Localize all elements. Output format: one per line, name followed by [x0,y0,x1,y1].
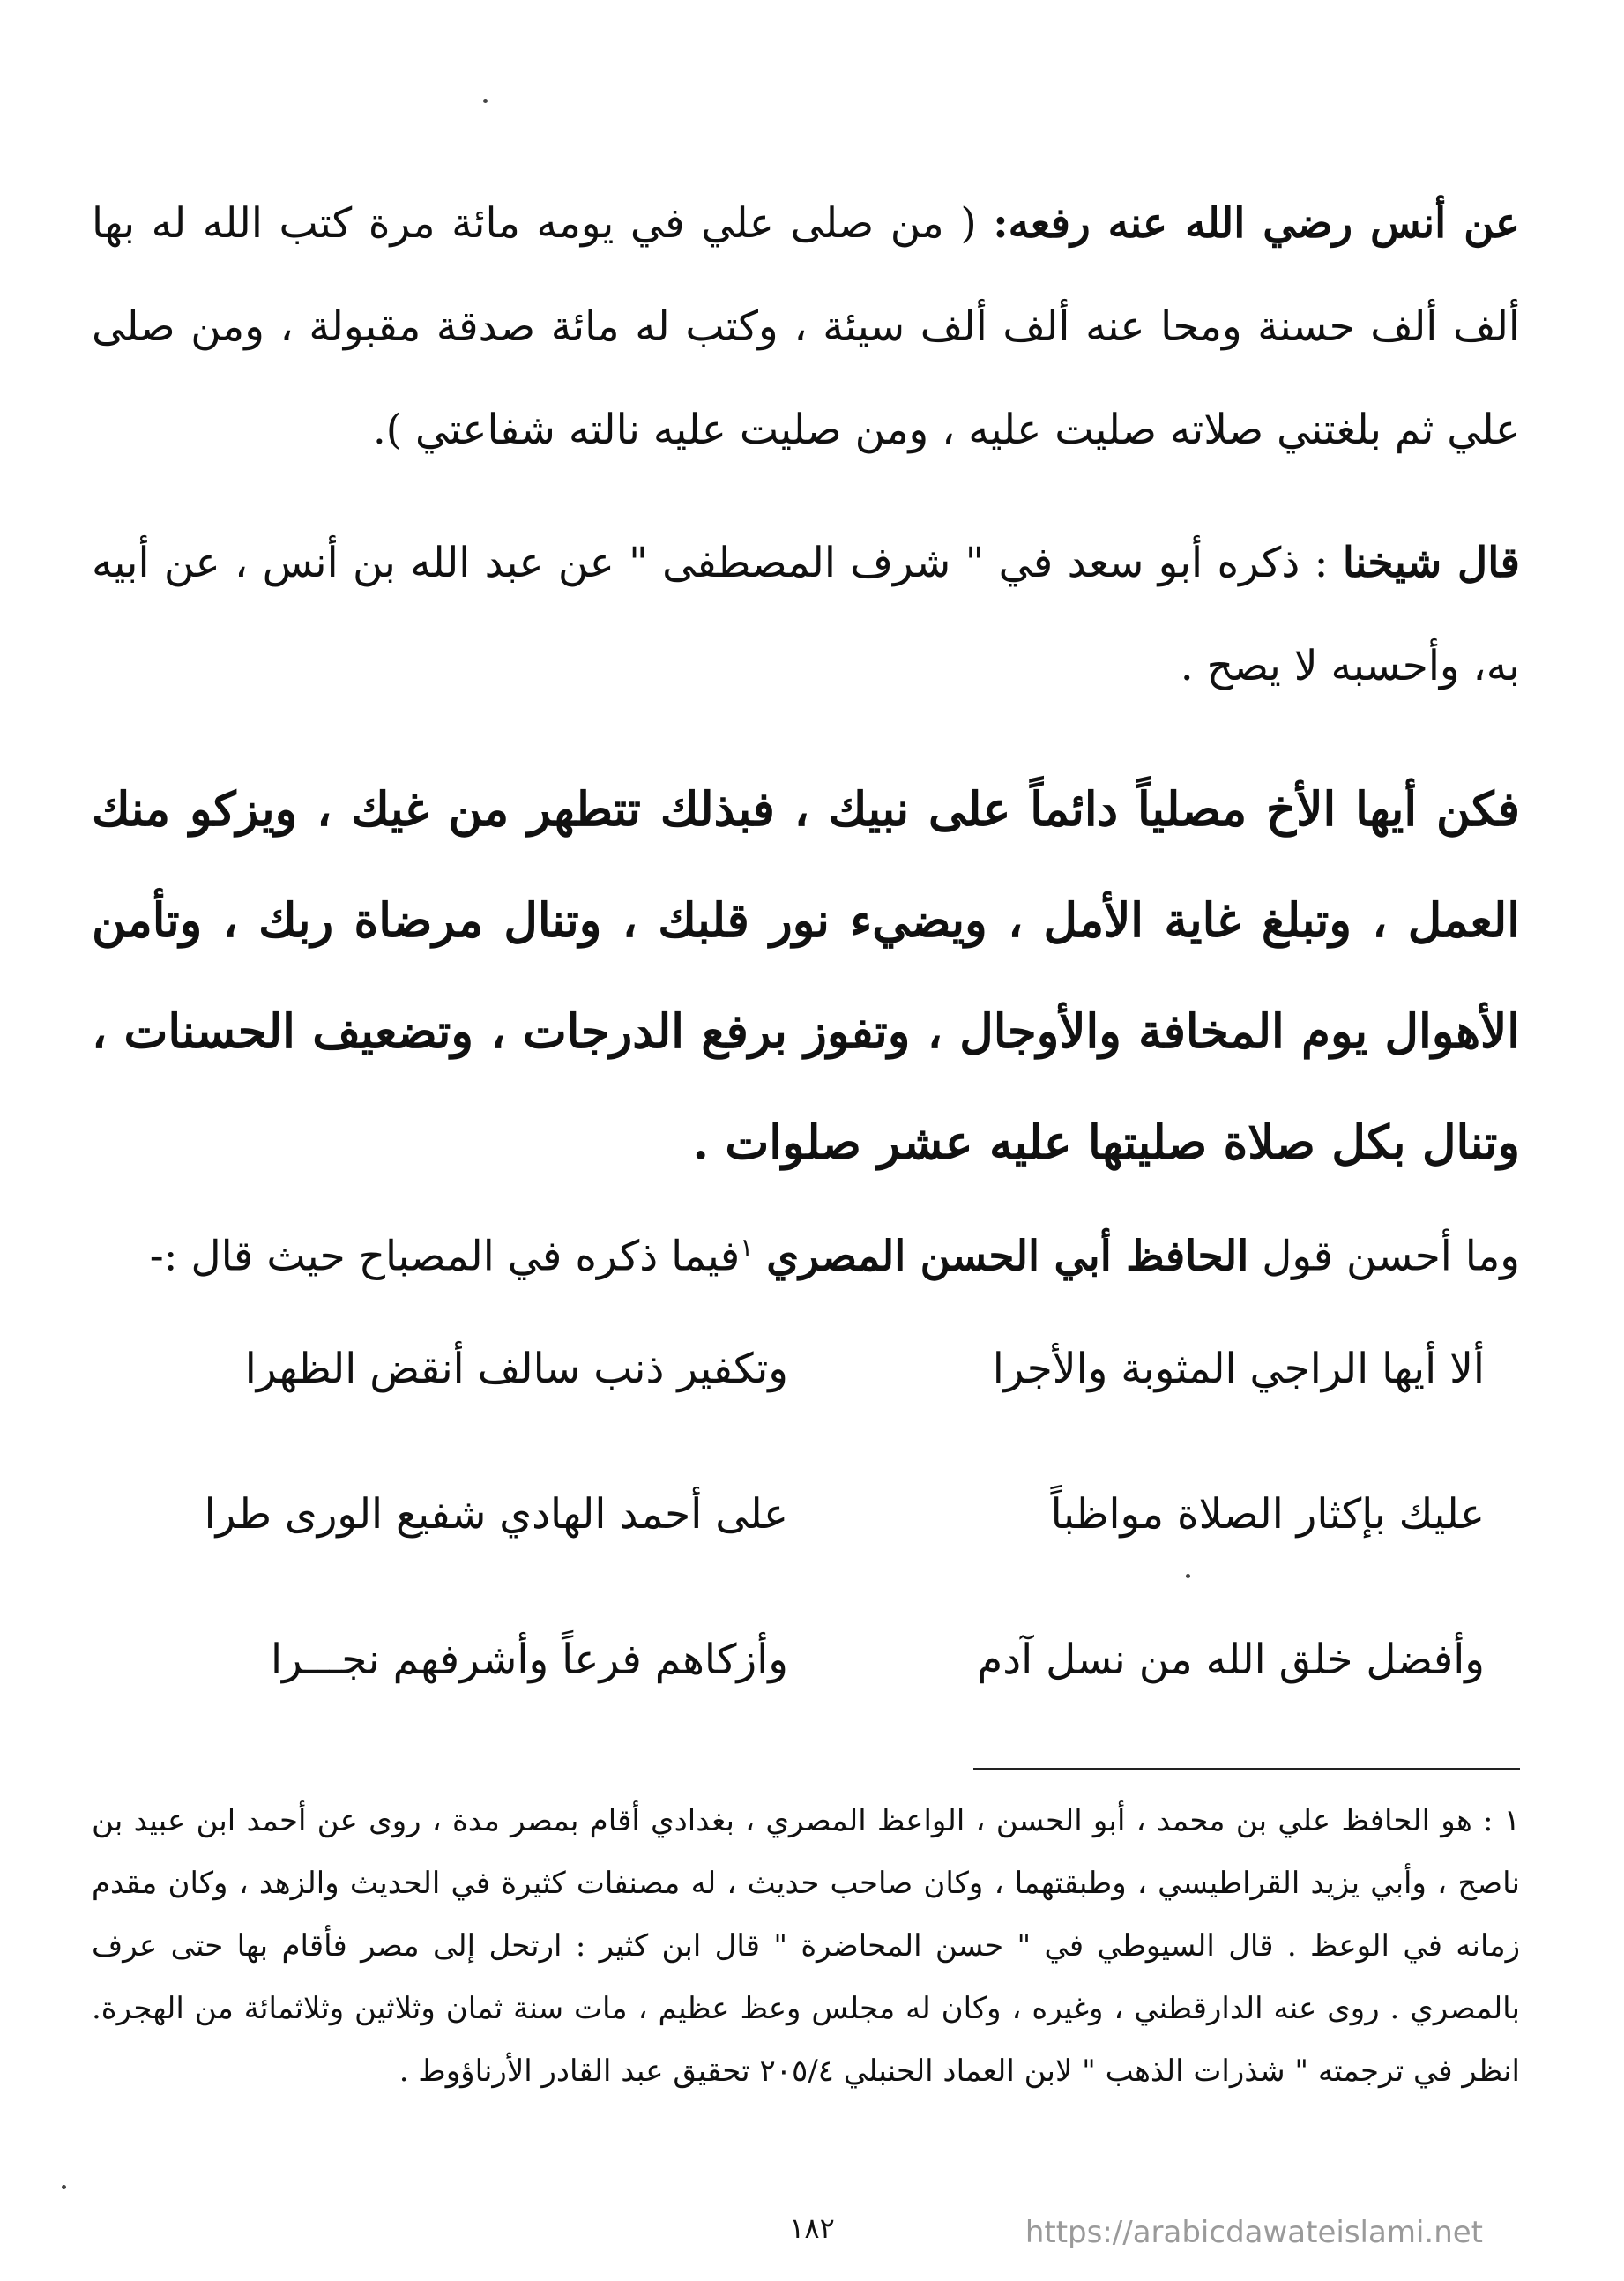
verse-second-hemistich: وأزكاهم فرعاً وأشرفهم نجـــرا [271,1636,788,1684]
speck-mark [1186,1574,1190,1578]
verse-first-hemistich: عليك بإكثار الصلاة مواظباً [1050,1490,1485,1539]
footnote: ١ : هو الحافظ علي بن محمد ، أبو الحسن ، الواعظ المصري ، بغدادي أقام بمصر مدة ، روى عن أحمد ابن عبيد بن ناصح ، وأبي يزيد القراطيسي ، وطبقتهما ، وكان صاحب حديث ، له مصنفات كثيرة في الحديث والزهد ، وكان مقدم زمانه في الوعظ . قال السيوطي في " حسن المحاضرة " قال ابن كثير : ارتحل إلى مصر فأقام بها حتى عرف بالمصري . روى عنه الدارقطني ، وغيره ، وكان له مجلس وعظ عظيم ، مات سنة ثمان وثلاثين وثلاثمائة من الهجرة. انظر في ترجمته " شذرات الذهب " لابن العماد الحنبلي ٢٠٥/٤ تحقيق عبد القادر الأرناؤوط . [92,1803,1520,2089]
commentary-text: : ذكره أبو سعد في " شرف المصطفى " عن عبد الله بن أنس ، عن أبيه به، وأحسبه لا يصح . [92,539,1520,690]
hadith-paragraph [92,172,1520,481]
speck-mark [62,2185,66,2189]
verse-second-hemistich: وتكفير ذنب سالف أنقض الظهرا [244,1345,788,1393]
verse-first-hemistich: ألا أيها الراجي المثوبة والأجرا [992,1345,1485,1393]
footnote-marker: ١ [740,1233,754,1262]
verse-first-hemistich: وأفضل خلق الله من نسل آدم [977,1636,1485,1684]
poem-verse [92,1636,1520,1715]
poem-verse [92,1490,1520,1569]
speck-mark [483,99,488,103]
hadith-text: ( من صلى علي في يومه مائة مرة كتب الله له بها ألف ألف حسنة ومحا عنه ألف ألف سيئة ، وكتب له مائة صدقة مقبولة ، ومن صلى علي ثم بلغتني صلاته صليت عليه ، ومن صليت عليه نالته شفاعتي ). [92,199,1520,454]
narrator-lead: عن أنس رضي الله عنه رفعه: [993,199,1521,248]
page-number: ١٨٢ [789,2211,835,2245]
verse-second-hemistich: على أحمد الهادي شفيع الورى طرا [204,1490,788,1539]
exhortation-paragraph: فكن أيها الأخ مصلياً دائماً على نبيك ، فبذلك تتطهر من غيك ، ويزكو منك العمل ، وتبلغ غاية الأمل ، ويضيء نور قلبك ، وتنال مرضاة ربك ، وتأمن الأهوال يوم المخافة والأوجال ، وتفوز برفع الدرجات ، وتضعيف الحسنات ، وتنال بكل صلاة صليتها عليه عشر صلوات . [92,782,1520,1170]
commentary-lead: قال شيخنا [1342,539,1520,587]
poem-verse [92,1345,1520,1424]
poet-name: الحافظ أبي الحسن المصري [766,1232,1249,1281]
intro-before: وما أحسن قول [1248,1232,1520,1281]
poem-intro [92,1212,1520,1293]
commentary-paragraph [92,511,1520,718]
intro-after: فيما ذكره في المصباح حيث قال :- [149,1232,741,1281]
footnote-divider [973,1768,1520,1770]
watermark-url: https://arabicdawateislami.net [1024,2215,1483,2250]
